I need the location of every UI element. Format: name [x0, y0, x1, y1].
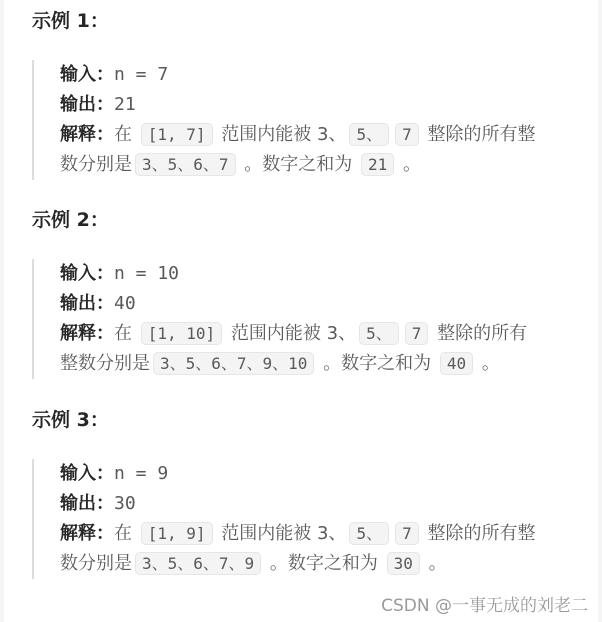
explanation-label: 解释：	[60, 523, 114, 544]
input-value: n = 7	[114, 64, 169, 85]
output-label: 输出：	[60, 293, 114, 314]
explanation-segment: 在	[114, 323, 138, 344]
explanation-line-1	[60, 519, 596, 549]
inline-code: 3、5、6、7、9、10	[153, 352, 314, 375]
example-block	[32, 60, 596, 180]
inline-code: [1, 10]	[141, 322, 222, 345]
explanation-segment: 。	[397, 154, 421, 175]
inline-code: 40	[440, 352, 473, 375]
explanation-segment: 。数字之和为	[264, 553, 384, 574]
explanation-segment: 。	[476, 353, 500, 374]
explanation-label: 解释：	[60, 323, 114, 344]
inline-code: 7	[395, 522, 419, 545]
example-block	[32, 459, 596, 579]
explanation-segment: 。数字之和为	[317, 353, 437, 374]
inline-code: 3、5、6、7	[135, 153, 236, 176]
explanation-segment: 数分别是	[60, 553, 132, 574]
inline-code: 5、	[349, 522, 389, 545]
explanation-text	[60, 154, 421, 175]
watermark: CSDN @一事无成的刘老二	[381, 596, 588, 616]
explanation-label: 解释：	[60, 124, 114, 145]
explanation-segment: 范围内能被 3、	[225, 323, 357, 344]
inline-code: 7	[405, 322, 429, 345]
explanation-text	[114, 323, 527, 344]
content-panel	[4, 0, 598, 622]
explanation-segment: 数分别是	[60, 154, 132, 175]
explanation-segment: 。数字之和为	[238, 154, 358, 175]
input-label: 输入：	[60, 64, 114, 85]
explanation-segment: 整除的所有	[431, 323, 528, 344]
input-label: 输入：	[60, 463, 114, 484]
explanation-segment: 在	[114, 124, 138, 145]
inline-code: 7	[395, 123, 419, 146]
explanation-line-2	[60, 549, 596, 579]
output-value: 30	[114, 493, 136, 514]
input-label: 输入：	[60, 263, 114, 284]
inline-code: 5、	[349, 123, 389, 146]
input-line	[60, 259, 596, 289]
explanation-segment: 整除的所有整	[421, 523, 536, 544]
explanation-line-1	[60, 120, 596, 150]
output-value: 21	[114, 94, 136, 115]
explanation-line-2	[60, 349, 596, 379]
explanation-text	[114, 523, 535, 544]
input-value: n = 10	[114, 263, 180, 284]
explanation-segment: 在	[114, 523, 138, 544]
output-line	[60, 289, 596, 319]
inline-code: [1, 9]	[141, 522, 213, 545]
explanation-line-2	[60, 150, 596, 180]
explanation-segment: 范围内能被 3、	[215, 124, 347, 145]
explanation-text	[60, 553, 447, 574]
example-title: 示例 1：	[32, 10, 109, 32]
explanation-line-1	[60, 319, 596, 349]
input-line	[60, 60, 596, 90]
example-block	[32, 259, 596, 379]
inline-code: 21	[361, 153, 394, 176]
output-label: 输出：	[60, 94, 114, 115]
explanation-segment: 整除的所有整	[421, 124, 536, 145]
inline-code: 3、5、6、7、9	[135, 552, 261, 575]
output-label: 输出：	[60, 493, 114, 514]
output-line	[60, 90, 596, 120]
inline-code: 5、	[359, 322, 399, 345]
output-value: 40	[114, 293, 136, 314]
inline-code: 30	[387, 552, 420, 575]
output-line	[60, 489, 596, 519]
explanation-text	[114, 124, 535, 145]
explanation-segment: 整数分别是	[60, 353, 150, 374]
explanation-segment: 。	[422, 553, 447, 574]
input-line	[60, 459, 596, 489]
input-value: n = 9	[114, 463, 169, 484]
inline-code: [1, 7]	[141, 123, 213, 146]
example-title: 示例 2：	[32, 209, 109, 231]
explanation-text	[60, 353, 500, 374]
example-title: 示例 3：	[32, 409, 109, 431]
explanation-segment: 范围内能被 3、	[215, 523, 347, 544]
